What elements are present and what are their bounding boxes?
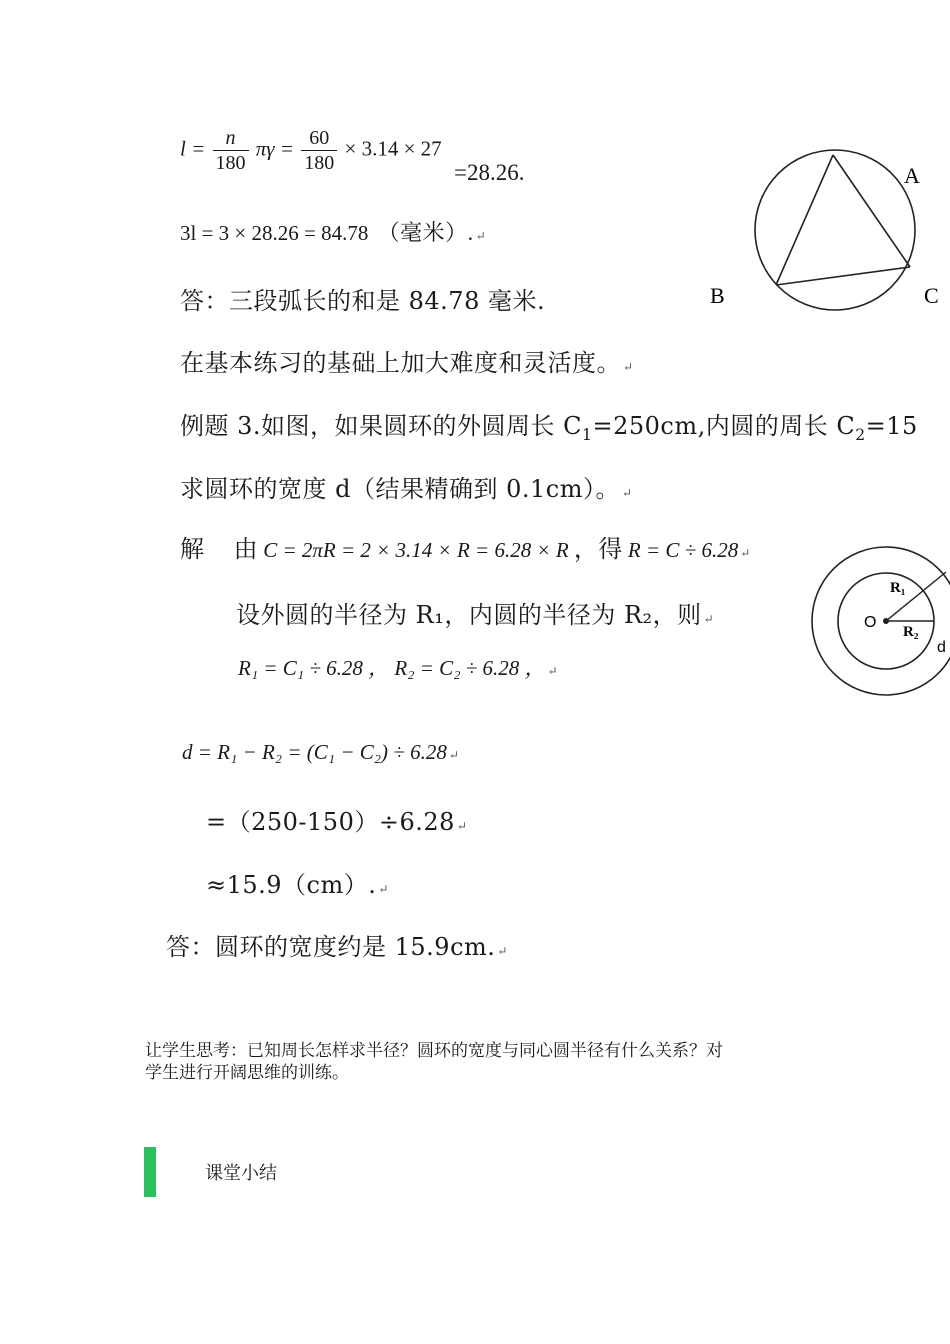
think-prompt-line2: 学生进行开阔思维的训练。	[145, 1063, 349, 1083]
triangle-side-ac	[833, 155, 910, 267]
arc-length-formula	[180, 126, 442, 175]
fraction-den: 180	[301, 150, 337, 175]
solve-get: ，得	[573, 535, 623, 563]
question-mid: =250cm,内圆的周长 C	[592, 412, 856, 440]
question-sub1: 1	[582, 425, 593, 444]
calc-step2	[206, 802, 467, 837]
solve-by: 由	[233, 535, 259, 563]
radii-formulas-line	[238, 652, 558, 682]
solve-formula: C = 2πR = 2 × 3.14 × R = 6.28 × R	[263, 538, 569, 562]
answer-ring-width-text: 答：圆环的宽度约是 15.9cm.	[166, 933, 496, 961]
comment-difficulty	[180, 343, 634, 378]
question-sub2: 2	[855, 425, 866, 444]
return-mark: ↵	[456, 819, 468, 833]
label-d: d	[937, 639, 946, 656]
question-tail: =15	[865, 412, 918, 440]
label-c: C	[924, 283, 939, 308]
question-part1: 例题 3.如图，如果圆环的外圆周长 C	[180, 412, 583, 440]
formula-l-lhs: l =	[180, 136, 206, 161]
triangle-side-bc	[776, 267, 910, 285]
calc-step3-text: ≈15.9（cm）.	[206, 871, 377, 899]
triangle-circle-figure	[700, 145, 950, 325]
triangle-side-ab	[776, 155, 833, 285]
section-accent-bar	[144, 1147, 156, 1197]
label-a: A	[904, 163, 920, 188]
return-mark: ↵	[703, 612, 715, 626]
total-length-line	[180, 216, 486, 247]
return-mark: ↵	[378, 882, 389, 896]
total-length-math: 3l = 3 × 28.26 = 84.78	[180, 221, 369, 245]
setup-text: 设外圆的半径为 R₁，内圆的半径为 R₂，则	[236, 601, 702, 629]
solution-line	[180, 529, 750, 564]
fraction-num: n	[225, 127, 236, 149]
fraction-num: 60	[309, 127, 330, 149]
return-mark: ↵	[475, 229, 486, 243]
comment-text: 在基本练习的基础上加大难度和灵活度。	[180, 349, 621, 377]
ring-figure	[806, 542, 950, 700]
fraction-den: 180	[213, 150, 249, 175]
question-line2-text: 求圆环的宽度 d（结果精确到 0.1cm）。	[180, 475, 620, 503]
example3-question-line2	[180, 469, 633, 504]
formula-tail: × 3.14 × 27	[344, 136, 442, 161]
solve-label: 解	[180, 535, 205, 563]
label-o: O	[864, 614, 877, 631]
formula-result: =28.26.	[454, 160, 525, 185]
total-length-unit: （毫米）.	[377, 220, 474, 245]
radii-formulas: R₁ = C₁ ÷ 6.28 ， R₂ = C₂ ÷ 6.28 ，	[238, 656, 546, 680]
calc-step2-text: =（250-150）÷6.28	[206, 808, 455, 836]
fraction-60-over-180	[301, 126, 337, 175]
return-mark: ↵	[622, 486, 633, 500]
return-mark: ↵	[448, 748, 459, 762]
setup-radii-line	[236, 595, 714, 630]
width-formula: d = R₁ − R₂ = (C₁ − C₂) ÷ 6.28	[182, 740, 447, 764]
summary-heading: 课堂小结	[205, 1163, 277, 1184]
solve-result: R = C ÷ 6.28	[627, 538, 739, 562]
width-formula-line	[182, 740, 459, 765]
circle-outline	[755, 150, 915, 310]
example3-question-line1	[180, 406, 918, 444]
answer-arc-sum: 答：三段弧长的和是 84.78 毫米.	[180, 287, 546, 315]
return-mark: ↵	[497, 944, 508, 958]
calc-step3	[206, 865, 389, 900]
answer-ring-width	[166, 927, 508, 962]
label-r1: R₁	[890, 580, 906, 596]
pi-gamma: πγ =	[255, 136, 294, 161]
label-r2: R₂	[903, 624, 919, 640]
return-mark: ↵	[740, 546, 751, 560]
fraction-n-over-180	[213, 126, 249, 175]
return-mark: ↵	[623, 360, 634, 374]
think-prompt-line1: 让学生思考：已知周长怎样求半径？圆环的宽度与同心圆半径有什么关系？对	[145, 1041, 723, 1061]
label-b: B	[710, 283, 725, 308]
return-mark: ↵	[547, 664, 558, 678]
